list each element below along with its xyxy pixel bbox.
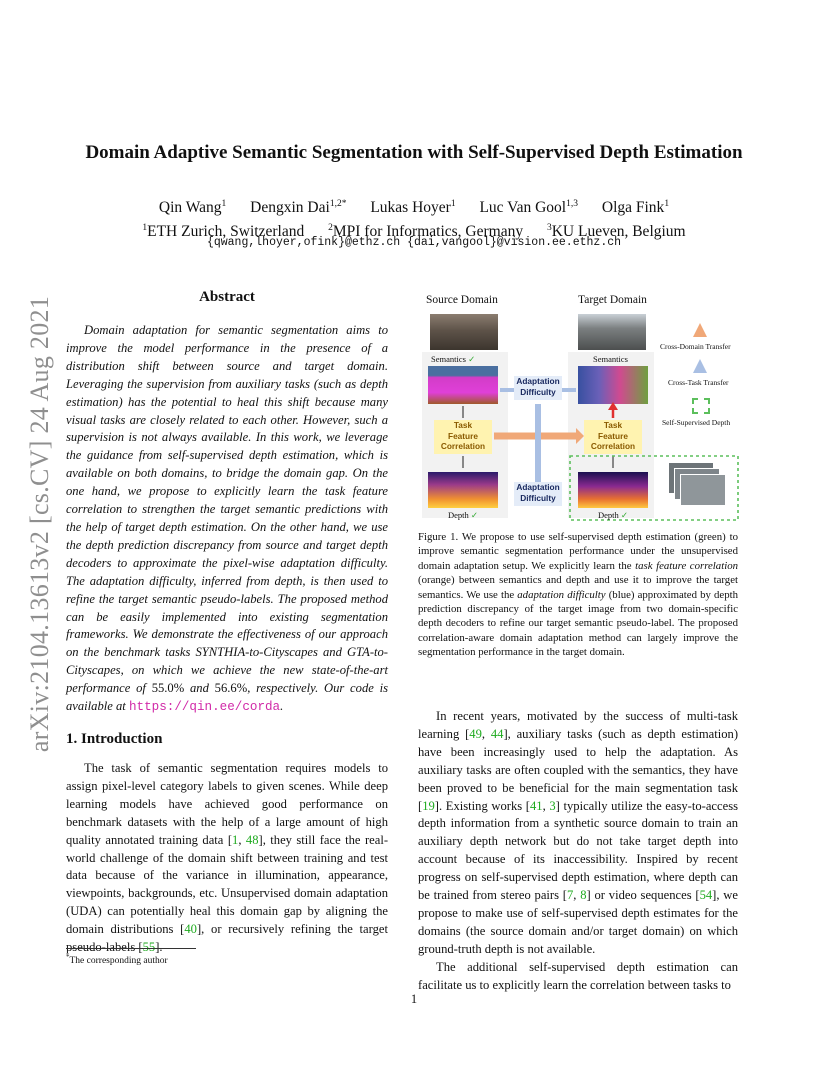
video-frame-stack bbox=[668, 462, 728, 512]
footnote: *The corresponding author bbox=[66, 953, 168, 967]
legend-cross-domain: Cross-Domain Transfer bbox=[660, 342, 731, 351]
author: Lukas Hoyer$^1$ bbox=[370, 199, 456, 217]
target-task-feature-correlation: Task Feature Correlation bbox=[584, 420, 642, 454]
paragraph: The additional self-supervised depth estimation can facilitate us to explicitly learn the correlation between tasks to bbox=[418, 959, 738, 992]
affiliation: $^2$MPI for Informatics, Germany bbox=[328, 223, 524, 241]
adaptation-difficulty-top: Adaptation Difficulty bbox=[514, 376, 562, 400]
author: Dengxin Dai$^{1,2*}$ bbox=[250, 199, 347, 217]
target-semantics-label: Semantics bbox=[593, 354, 628, 364]
author-list bbox=[60, 194, 768, 218]
arxiv-identifier: arXiv:2104.13613v2 [cs.CV] 24 Aug 2021 bbox=[25, 295, 54, 753]
arxiv-stamp bbox=[25, 284, 54, 764]
cross-task-legend-icon bbox=[692, 358, 708, 374]
right-column-text bbox=[418, 708, 738, 995]
page-number: 1 bbox=[410, 992, 418, 1006]
citation-link[interactable]: 1 bbox=[232, 832, 239, 847]
source-domain-label: Source Domain bbox=[426, 294, 498, 306]
citation-link[interactable]: 49 bbox=[469, 726, 482, 741]
cross-domain-arrowhead bbox=[576, 428, 584, 444]
citation-link[interactable]: 54 bbox=[699, 888, 713, 903]
affiliation: $^3$KU Lueven, Belgium bbox=[546, 223, 686, 241]
abstract-heading: Abstract bbox=[199, 289, 255, 305]
figure-caption: Figure 1. We propose to use self-supervised depth estimation (green) to improve semantic segmentation performance under the unsupervised domain adaptation setup. We explicitly learn the task feature correlation (orange) between semantics and depth and use it to improve the target semantics. We use the adaptation difficulty (blue) approximated by depth prediction discrepancy of the target image from two domain-specific depth decoders to refine our target semantic pseudo-label. The proposed correlation-aware domain adaptation method can largely improve the segmentation performance in the target domain. bbox=[418, 531, 738, 659]
abstract-body: Domain adaptation for semantic segmentation aims to improve the model performance in the presence of a distribution shift between source and target domain. Leveraging the supervision from auxiliary tasks (such as depth estimation) has the potential to heal this shift because many visual tasks are closely related to each other. However, such a supervision is not always available. In this work, we leverage the guidance from self-supervised depth estimation, which is available on both domains, to bridge the domain gap. On the one hand, we propose to explicitly learn the task feature correlation to strengthen the target semantic predictions with the help of target depth estimation. On the other hand, we use the depth prediction discrepancy from source and target depth decoders to approximate the pixel-wise adaptation difficulty. The adaptation difficulty, inferred from depth, is then used to refine the target semantic pseudo-labels. The proposed method can be easily implemented into existing segmentation frameworks. We demonstrate the effectiveness of our approach on the benchmark tasks SYNTHIA-to-Cityscapes and GTA-to-Cityscapes, on which we achieve the new state-of-the-art performance of 55.0% and 56.6%, respectively. Our code is available at https://qin.ee/corda. bbox=[66, 323, 388, 715]
citation-link[interactable]: 55 bbox=[142, 940, 156, 955]
citation-link[interactable]: 19 bbox=[422, 798, 435, 813]
cross-domain-legend-icon bbox=[692, 322, 708, 338]
target-depth-label: Depth ✓ bbox=[598, 510, 629, 520]
author: Olga Fink$^1$ bbox=[601, 199, 670, 217]
code-link[interactable]: https://qin.ee/corda bbox=[128, 700, 281, 715]
citation-link[interactable]: 3 bbox=[549, 798, 556, 813]
adaptation-difficulty-bottom: Adaptation Difficulty bbox=[514, 482, 562, 506]
author: Luc Van Gool$^{1,3}$ bbox=[479, 199, 578, 217]
source-semantics-label: Semantics ✓ bbox=[431, 354, 476, 364]
citation-link[interactable]: 41 bbox=[529, 798, 543, 813]
citation-link[interactable]: 40 bbox=[184, 922, 197, 937]
self-supervised-legend-icon bbox=[692, 398, 710, 414]
author-emails: {qwang,lhoyer,ofink}@ethz.ch {dai,vangool}@vision.ee.ethz.ch bbox=[206, 236, 622, 249]
paragraph: In recent years, motivated by the success of multi-task learning [49, 44], auxiliary tasks (such as depth estimation) have been increasingly used to help the adaptation. As auxiliary tasks are often coupled with the semantics, they have been proved to be beneficial for the main segmentation task [19]. Existing works [41, 3] typically utilize the easy-to-access depth information from a synthetic source domain to train an auxiliary depth network but do not take target depth into account because of its inaccessibility. Inspired by recent progress on self-supervised depth estimation, where depth can be trained from stereo pairs [7, 8] or video sequences [54], we propose to make use of self-supervised depth estimates for the domains (the source domain and/or target domain) on which ground-truth depth is not available. bbox=[418, 709, 739, 956]
citation-link[interactable]: 44 bbox=[490, 726, 504, 741]
legend-cross-task: Cross-Task Transfer bbox=[668, 378, 729, 387]
legend-self-supervised-depth: Self-Supervised Depth bbox=[662, 418, 731, 427]
citation-link[interactable]: 48 bbox=[245, 832, 259, 847]
intro-paragraph: The task of semantic segmentation requires models to assign pixel-level category labels to given scenes. While deep learning models have achieved good performance on benchmark datasets with the help of a large amount of high quality annotated training data [1, 48], they still face the real-world challenge of the domain shift between training and test data because of the variance in illumination, appearance, viewpoints, backgrounds, etc. Unsupervised domain adaptation (UDA) can potentially heal this domain gap by aligning the domain distributions [40], or recursively refining the target pseudo-labels [55]. bbox=[66, 761, 389, 955]
citation-link[interactable]: 7 bbox=[567, 888, 574, 903]
affiliation: $^1$ETH Zurich, Switzerland bbox=[142, 223, 305, 241]
red-arrowhead bbox=[608, 402, 618, 410]
author: Qin Wang$^1$ bbox=[158, 199, 227, 217]
target-depth-map bbox=[578, 472, 648, 508]
target-domain-label: Target Domain bbox=[578, 294, 647, 306]
figure-1 bbox=[418, 290, 746, 522]
source-depth-label: Depth ✓ bbox=[448, 510, 479, 520]
footnote-divider bbox=[66, 948, 196, 949]
section-heading-introduction: 1. Introduction bbox=[66, 731, 163, 747]
source-depth-map bbox=[428, 472, 498, 508]
citation-link[interactable]: 8 bbox=[580, 888, 587, 903]
source-task-feature-correlation: Task Feature Correlation bbox=[434, 420, 492, 454]
paper-title: Domain Adaptive Semantic Segmentation with Self-Supervised Depth Estimation bbox=[85, 142, 743, 163]
